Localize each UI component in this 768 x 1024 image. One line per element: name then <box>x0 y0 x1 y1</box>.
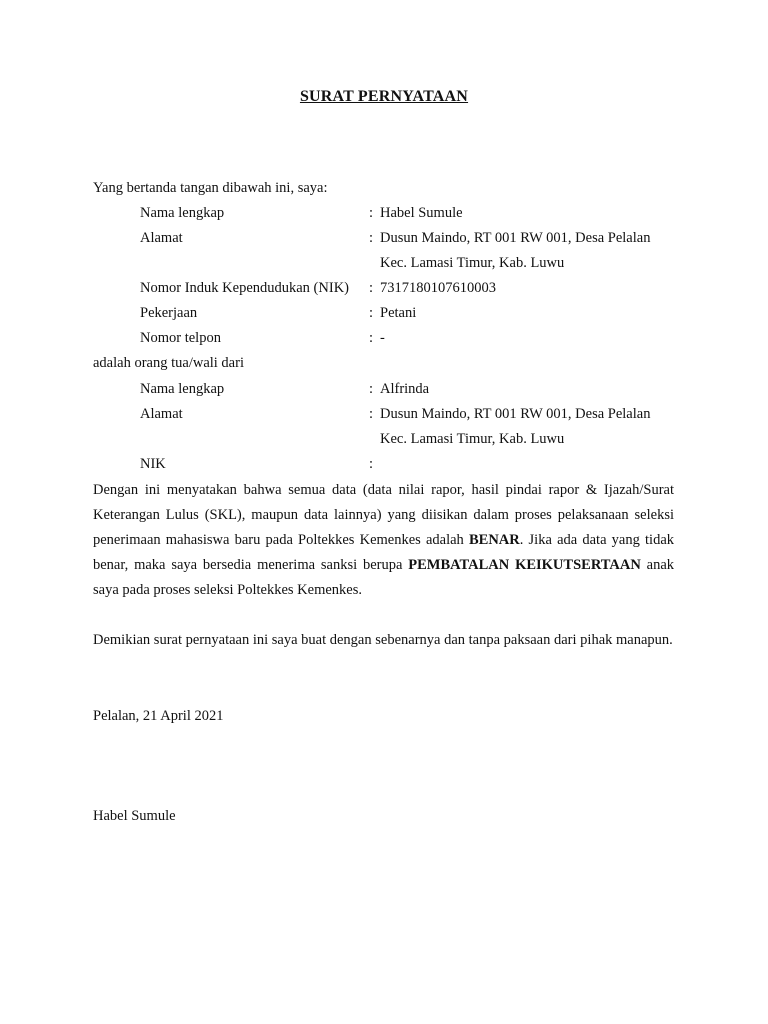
statement-text: anak saya pada proses seleksi Poltekkes Kemenkes. <box>93 557 675 598</box>
field-value: Petani <box>380 305 417 321</box>
field-value: Alfrinda <box>380 381 430 397</box>
statement-text: Dengan ini menyatakan bahwa semua data (data nilai rapor, hasil pindai rapor & Ijazah/Surat Keterangan Lulus (SKL), maupun data lainnya) yang diisikan dalam proses pelaksanaan seleksi penerimaan mahasiswa baru pada Poltekkes Kemenkes adalah <box>93 482 674 548</box>
field-colon: : <box>369 381 374 397</box>
place-date: Pelalan, 21 April 2021 <box>93 708 224 724</box>
field-colon: : <box>369 205 374 221</box>
field-colon: : <box>369 456 374 472</box>
field-value: Kec. Lamasi Timur, Kab. Luwu <box>380 431 565 447</box>
parent-address-row <box>0 230 768 252</box>
field-colon: : <box>369 406 374 422</box>
field-value: Kec. Lamasi Timur, Kab. Luwu <box>380 255 565 271</box>
field-label: Pekerjaan <box>140 305 198 321</box>
field-colon: : <box>369 280 374 296</box>
field-colon: : <box>369 330 374 346</box>
field-value: 7317180107610003 <box>380 280 496 296</box>
parent-name-row <box>0 205 768 227</box>
statement-emphasis: PEMBATALAN KEIKUTSERTAAN <box>408 557 641 573</box>
child-address-row-2 <box>0 431 768 453</box>
field-colon: : <box>369 305 374 321</box>
document-title: SURAT PERNYATAAN <box>299 88 469 105</box>
closing-paragraph: Demikian surat pernyataan ini saya buat dengan sebenarnya dan tanpa paksaan dari pihak manapun. <box>93 632 673 648</box>
parent-phone-row <box>0 330 768 352</box>
parent-address-row-2 <box>0 255 768 277</box>
field-label: Nomor Induk Kependudukan (NIK) <box>140 280 349 296</box>
field-label: Alamat <box>140 230 183 246</box>
signatory-name: Habel Sumule <box>93 808 176 824</box>
field-label: Alamat <box>140 406 183 422</box>
field-label: Nomor telpon <box>140 330 221 346</box>
statement-paragraph <box>93 478 674 603</box>
parent-nik-row <box>0 280 768 302</box>
intro-text: Yang bertanda tangan dibawah ini, saya: <box>93 180 328 196</box>
statement-text: . Jika ada data yang tidak benar, maka saya bersedia menerima sanksi berupa <box>93 532 675 573</box>
child-nik-row <box>0 456 768 478</box>
child-name-row <box>0 381 768 403</box>
guardian-intro-text: adalah orang tua/wali dari <box>93 355 244 371</box>
field-label: Nama lengkap <box>140 381 225 397</box>
child-address-row <box>0 406 768 428</box>
field-value: Habel Sumule <box>380 205 463 221</box>
field-value: - <box>380 330 385 346</box>
statement-emphasis: BENAR <box>468 532 520 548</box>
parent-job-row <box>0 305 768 327</box>
field-value: Dusun Maindo, RT 001 RW 001, Desa Pelalan <box>380 230 651 246</box>
field-label: NIK <box>140 456 166 472</box>
field-label: Nama lengkap <box>140 205 225 221</box>
field-colon: : <box>369 230 374 246</box>
field-value: Dusun Maindo, RT 001 RW 001, Desa Pelalan <box>380 406 651 422</box>
